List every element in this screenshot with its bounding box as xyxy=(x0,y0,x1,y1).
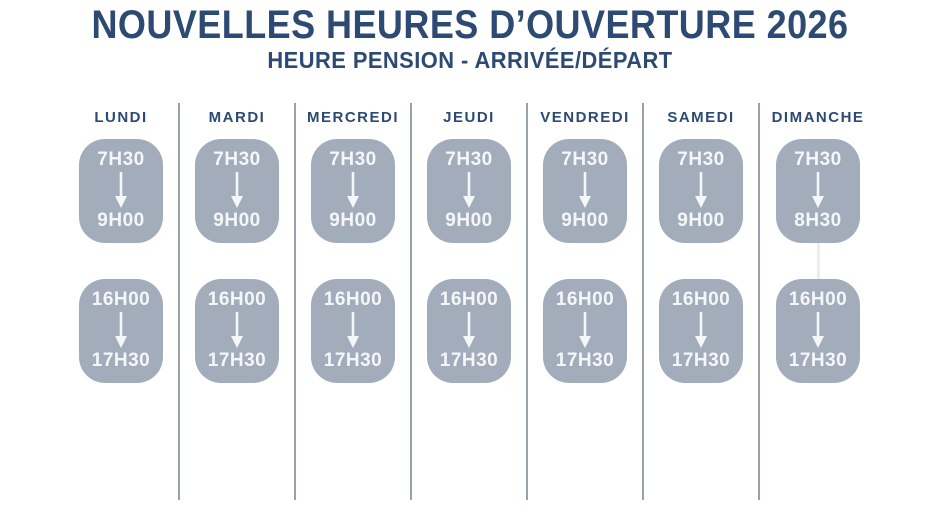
morning-hours-card xyxy=(543,139,627,243)
opening-time: 16H00 xyxy=(788,289,848,310)
opening-time: 7H30 xyxy=(794,149,842,170)
morning-hours-card xyxy=(776,139,860,243)
closing-time: 17H30 xyxy=(671,350,731,371)
day-column-dimanche xyxy=(760,103,876,500)
arrow-down-icon xyxy=(114,171,128,209)
opening-time: 16H00 xyxy=(439,289,499,310)
day-column-jeudi xyxy=(412,103,528,500)
closing-time: 9H00 xyxy=(97,210,145,231)
closing-time: 17H30 xyxy=(788,350,848,371)
afternoon-hours-card xyxy=(195,279,279,383)
closing-time: 9H00 xyxy=(445,210,493,231)
card-connector-line xyxy=(817,243,820,279)
afternoon-hours-card xyxy=(311,279,395,383)
day-column-lundi xyxy=(64,103,180,500)
day-label: MERCREDI xyxy=(306,109,399,126)
closing-time: 17H30 xyxy=(323,350,383,371)
closing-time: 9H00 xyxy=(561,210,609,231)
arrow-down-icon xyxy=(230,171,244,209)
afternoon-hours-card xyxy=(659,279,743,383)
closing-time: 17H30 xyxy=(439,350,499,371)
arrow-down-icon xyxy=(230,311,244,349)
day-label: JEUDI xyxy=(443,109,495,126)
morning-hours-card xyxy=(311,139,395,243)
arrow-down-icon xyxy=(346,311,360,349)
day-label: VENDREDI xyxy=(540,109,630,126)
morning-hours-card xyxy=(79,139,163,243)
closing-time: 9H00 xyxy=(677,210,725,231)
arrow-down-icon xyxy=(578,171,592,209)
closing-time: 9H00 xyxy=(213,210,261,231)
opening-time: 7H30 xyxy=(677,149,725,170)
day-label: DIMANCHE xyxy=(771,109,865,126)
morning-hours-card xyxy=(659,139,743,243)
closing-time: 17H30 xyxy=(555,350,615,371)
day-label: MARDI xyxy=(208,109,266,126)
closing-time: 8H30 xyxy=(794,210,842,231)
day-label: LUNDI xyxy=(94,109,148,126)
opening-time: 7H30 xyxy=(561,149,609,170)
closing-time: 9H00 xyxy=(329,210,377,231)
day-column-mardi xyxy=(180,103,296,500)
morning-hours-card xyxy=(195,139,279,243)
arrow-down-icon xyxy=(694,171,708,209)
arrow-down-icon xyxy=(578,311,592,349)
day-column-vendredi xyxy=(528,103,644,500)
arrow-down-icon xyxy=(346,171,360,209)
opening-time: 7H30 xyxy=(213,149,261,170)
afternoon-hours-card xyxy=(543,279,627,383)
day-label: SAMEDI xyxy=(667,109,735,126)
opening-time: 16H00 xyxy=(555,289,615,310)
arrow-down-icon xyxy=(114,311,128,349)
afternoon-hours-card xyxy=(427,279,511,383)
opening-time: 7H30 xyxy=(445,149,493,170)
page-title: NOUVELLES HEURES D’OUVERTURE 2026 xyxy=(91,3,849,47)
afternoon-hours-card xyxy=(776,279,860,383)
week-schedule-grid xyxy=(64,103,876,500)
opening-time: 16H00 xyxy=(207,289,267,310)
morning-hours-card xyxy=(427,139,511,243)
opening-time: 16H00 xyxy=(671,289,731,310)
closing-time: 17H30 xyxy=(207,350,267,371)
opening-time: 7H30 xyxy=(97,149,145,170)
day-column-mercredi xyxy=(296,103,412,500)
afternoon-hours-card xyxy=(79,279,163,383)
arrow-down-icon xyxy=(462,171,476,209)
opening-time: 16H00 xyxy=(91,289,151,310)
closing-time: 17H30 xyxy=(91,350,151,371)
arrow-down-icon xyxy=(462,311,476,349)
day-column-samedi xyxy=(644,103,760,500)
arrow-down-icon xyxy=(811,171,825,209)
opening-time: 7H30 xyxy=(329,149,377,170)
page-subtitle: HEURE PENSION - ARRIVÉE/DÉPART xyxy=(267,47,673,73)
arrow-down-icon xyxy=(694,311,708,349)
arrow-down-icon xyxy=(811,311,825,349)
opening-time: 16H00 xyxy=(323,289,383,310)
